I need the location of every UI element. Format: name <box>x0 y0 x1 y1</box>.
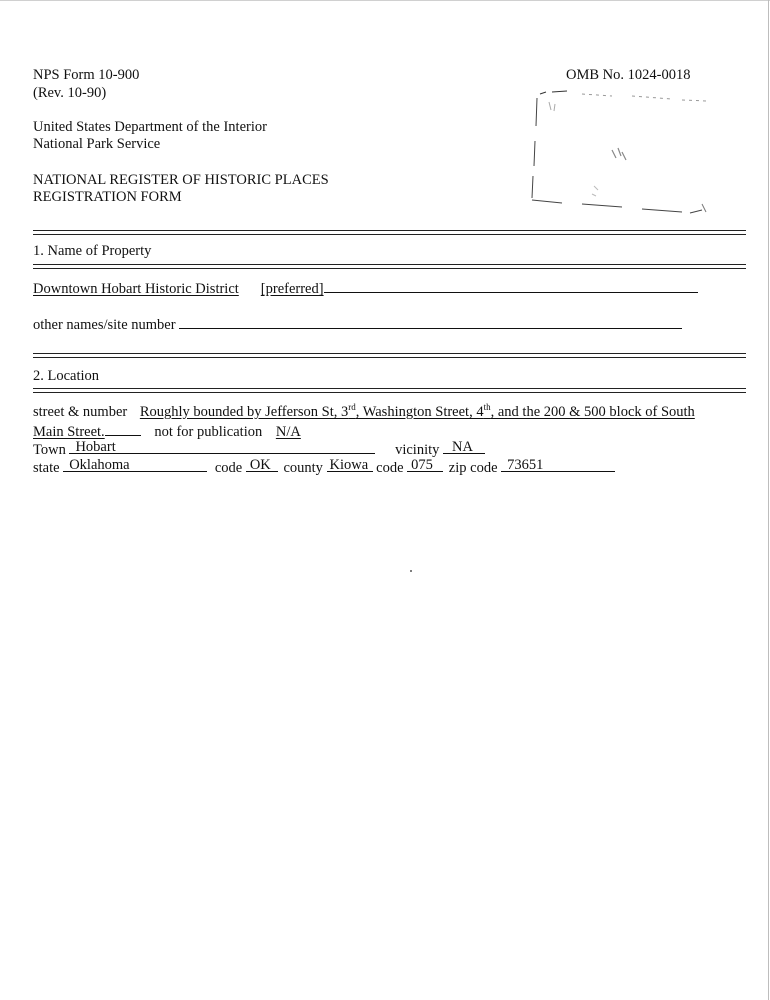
street-value-line2: Main Street. <box>33 424 105 440</box>
form-subtitle: REGISTRATION FORM <box>33 189 182 205</box>
not-for-publication-label: not for publication <box>154 424 263 440</box>
state-row <box>33 458 615 477</box>
section-divider <box>33 353 746 358</box>
street-value: Roughly bounded by Jefferson St, 3rd, Washington Street, 4th, and the 200 & 500 block of South <box>139 402 695 420</box>
omb-number: OMB No. 1024-0018 <box>566 67 691 83</box>
state-label: state <box>33 460 60 476</box>
vicinity-label: vicinity <box>395 442 440 458</box>
historic-name-note: [preferred] <box>260 281 324 297</box>
vicinity-field: NA <box>443 440 485 454</box>
county-code-field: 075 <box>407 458 443 472</box>
town-field: Hobart <box>69 440 375 454</box>
section-heading-name-of-property: 1. Name of Property <box>33 243 152 259</box>
street-row-continued <box>33 422 301 441</box>
not-for-publication-value: N/A <box>275 424 301 440</box>
form-title: NATIONAL REGISTER OF HISTORIC PLACES <box>33 172 329 188</box>
page-edge <box>768 0 769 1000</box>
section-divider <box>33 388 746 393</box>
form-revision: (Rev. 10-90) <box>33 85 107 101</box>
county-label: county <box>283 460 323 476</box>
town-label: Town <box>33 442 66 458</box>
zip-field: 73651 <box>501 458 615 472</box>
state-code-field: OK <box>246 458 278 472</box>
section-divider <box>33 264 746 269</box>
state-field: Oklahoma <box>63 458 207 472</box>
other-names-label: other names/site number <box>33 317 176 333</box>
section-divider <box>33 230 746 235</box>
state-code-label: code <box>214 460 243 476</box>
historic-name-value: Downtown Hobart Historic District <box>33 281 239 297</box>
street-row <box>33 404 695 421</box>
other-names-field[interactable] <box>179 315 682 329</box>
county-field: Kiowa <box>327 458 373 472</box>
county-code-label: code <box>376 460 404 476</box>
scan-speck <box>410 570 412 572</box>
page-edge <box>0 0 770 1</box>
street-label: street & number <box>33 404 128 420</box>
section-heading-location: 2. Location <box>33 368 100 384</box>
receipt-stamp <box>522 86 712 218</box>
historic-name-row <box>33 279 698 298</box>
department-name: United States Department of the Interior <box>33 119 267 135</box>
historic-name-fill-line <box>324 279 698 293</box>
agency-name: National Park Service <box>33 136 161 152</box>
form-number: NPS Form 10-900 <box>33 67 140 83</box>
zip-label: zip code <box>448 460 498 476</box>
other-names-row <box>33 315 682 334</box>
